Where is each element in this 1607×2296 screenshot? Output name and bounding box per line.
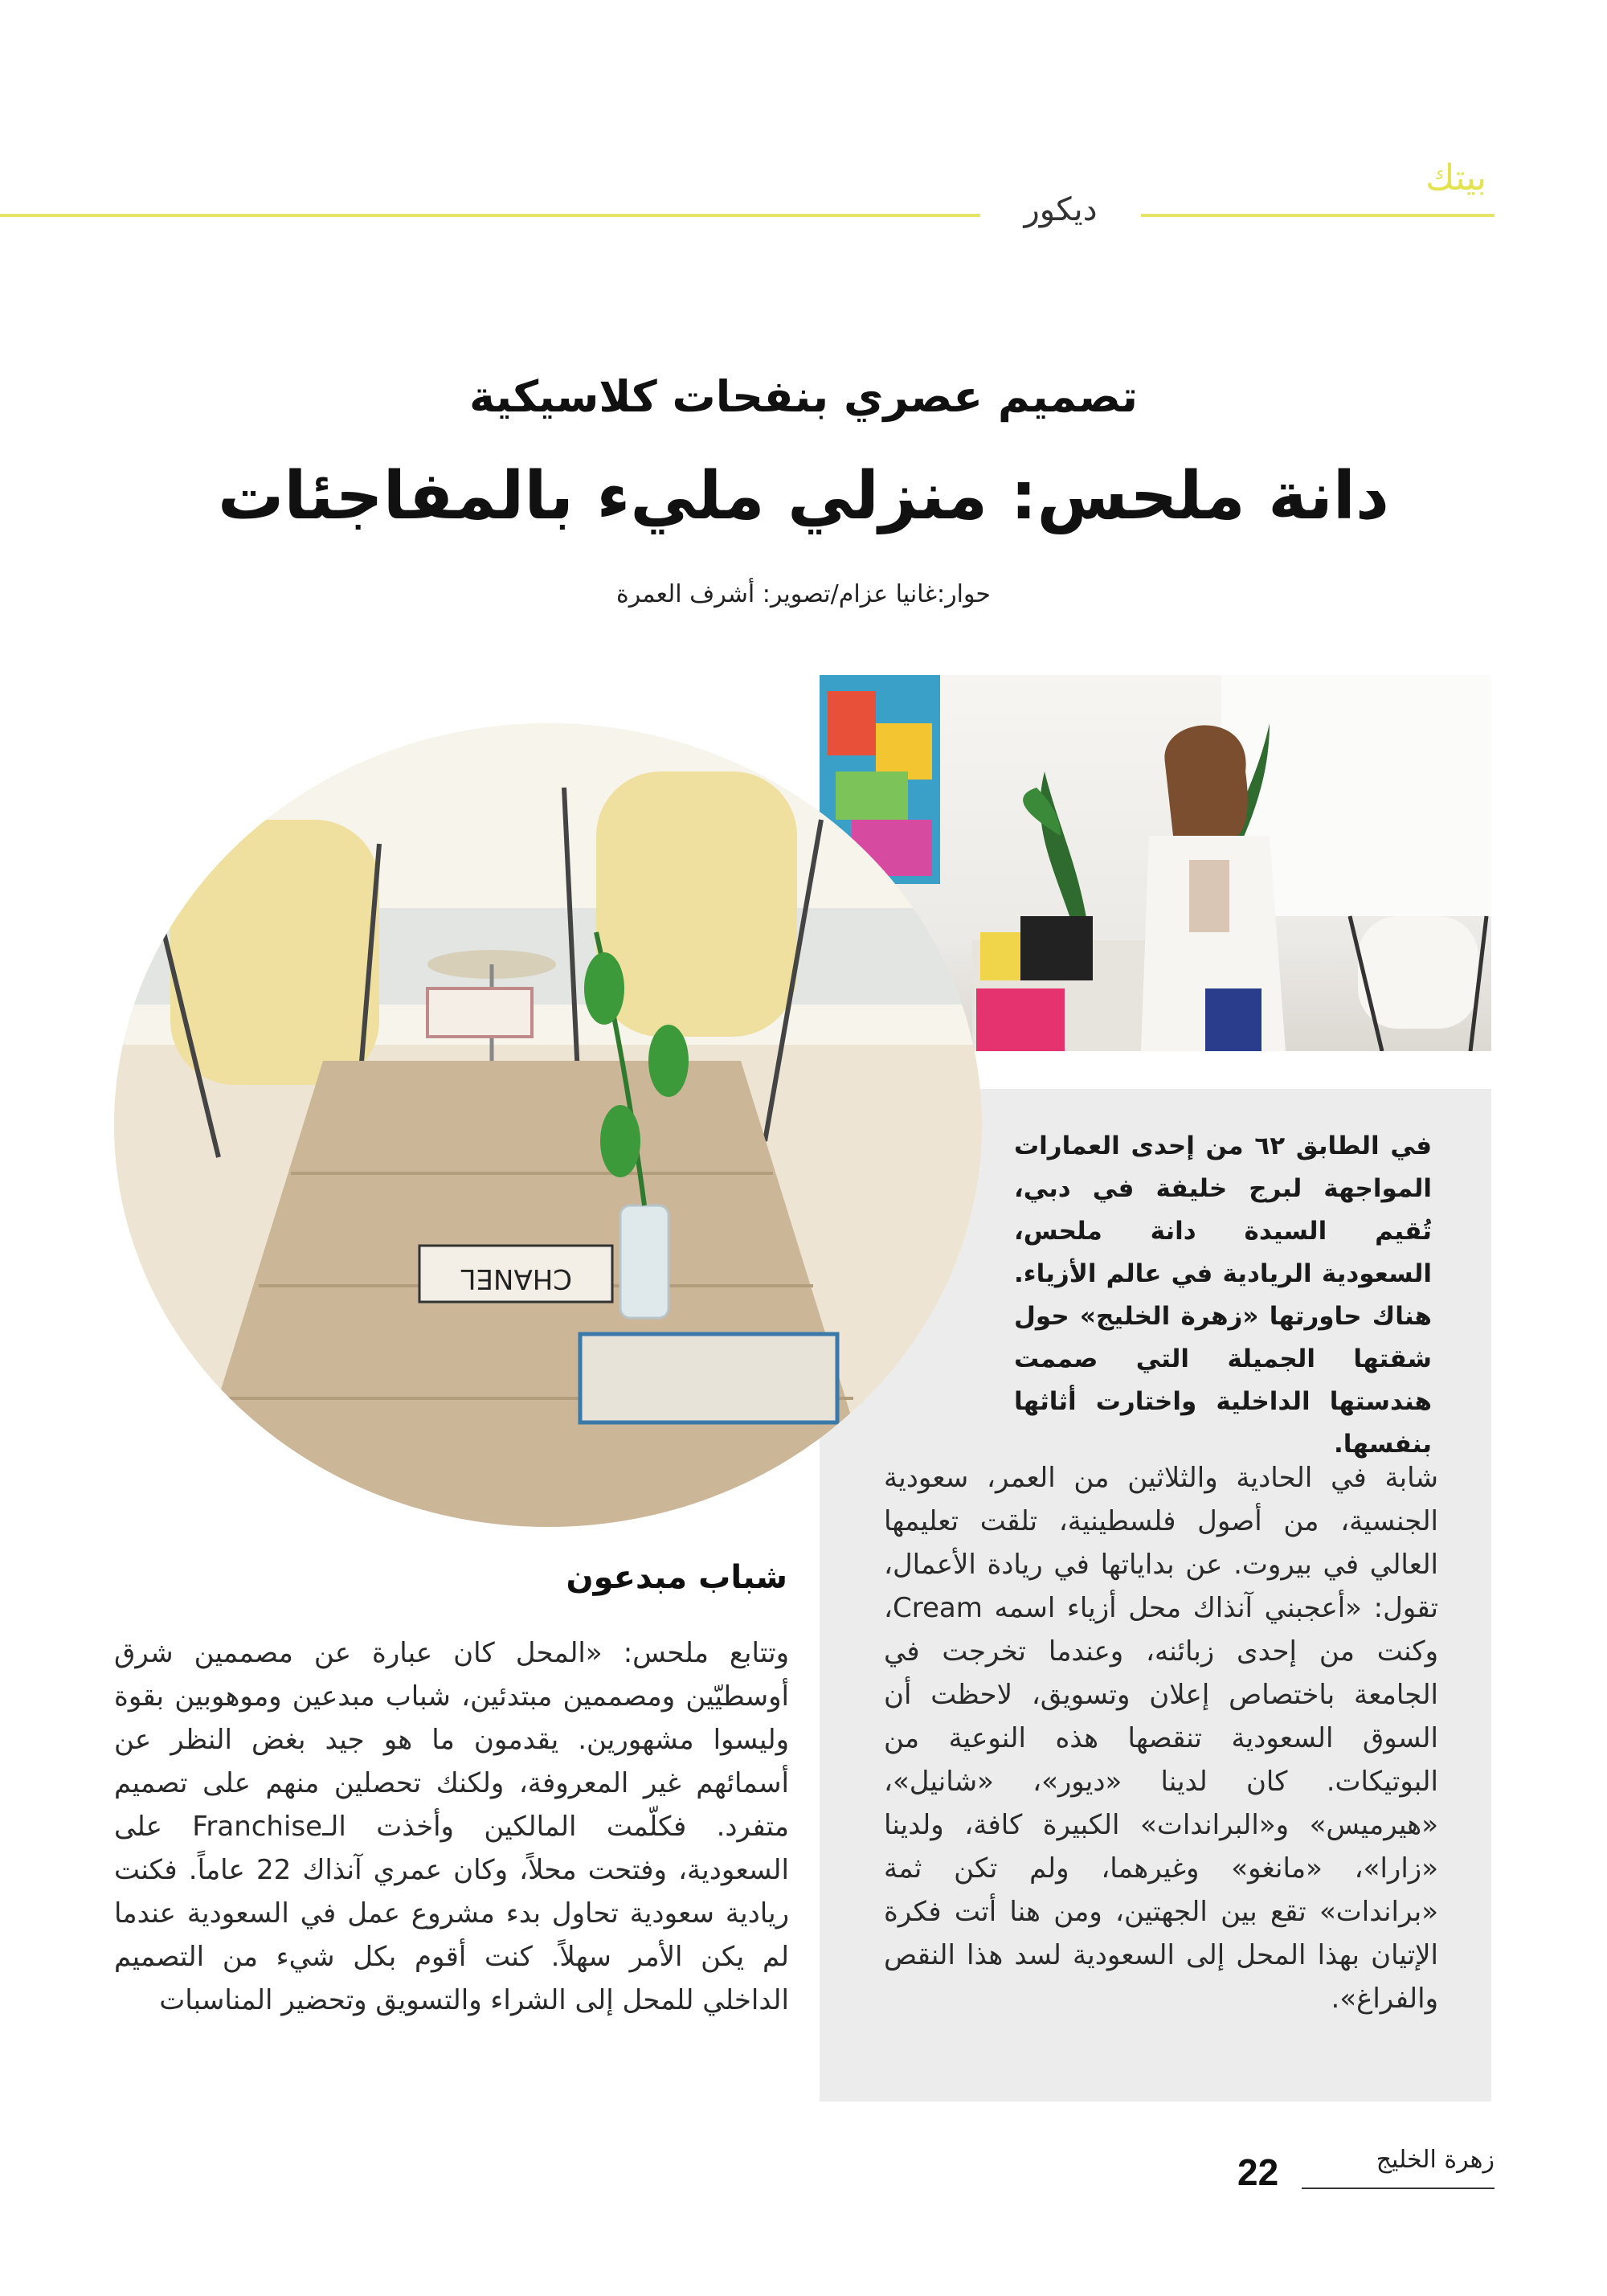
body-column-left: وتتابع ملحس: «المحل كان عبارة عن مصممين شرق أوسطيّين ومصممين مبتدئين، شباب مبدعين وموهوبين بقوة وليسوا مشهورين. يقدمون ما هو جيد بغض النظر عن أسمائهم غير المعروفة، ولكنك تحصلين منهم على تصميم متفرد. فكلّمت المالكين وأخذت الـFranchise على السعودية، وفتحت محلاً، وكان عمري آنذاك 22 عاماً. فكنت ريادية سعودية تحاول بدء مشروع عمل في السعودية عندما لم يكن الأمر سهلاً. كنت أقوم بكل شيء من التصميم الداخلي للمحل إلى الشراء والتسويق وتحضير المناسبات bbox=[114, 1637, 789, 2016]
magazine-name: زهرة الخليج bbox=[1376, 2146, 1495, 2174]
header-rule-right bbox=[1141, 214, 1495, 217]
article-intro: في الطابق ٦٢ من إحدى العمارات المواجهة لبرج خليفة في دبي، تُقيم السيدة دانة ملحس، السعودية الريادية في عالم الأزياء. هناك حاورتها «زهرة الخليج» حول شقتها الجميلة التي صممت هندستها الداخلية واختارت أثاثها بنفسها. bbox=[1014, 1132, 1432, 1459]
article-subtitle: تصميم عصري بنفحات كلاسيكية bbox=[468, 371, 1139, 422]
body-column-right: شابة في الحادية والثلاثين من العمر، سعودية الجنسية، من أصول فلسطينية، تلقت تعليمها العالي في بيروت. عن بداياتها في ريادة الأعمال، تقول: «أعجبني آنذاك محل أزياء اسمه Cream، وكنت من إحدى زبائنه، وعندما تخرجت في الجامعة باختصاص إعلان وتسويق، لاحظت أن السوق السعودية تنقصها هذه النوعية من البوتيكات. كان لدينا «ديور»، «شانيل»، «هيرميس» و«البراندات» الكبيرة كافة، ولدينا «زارا»، «مانغو» وغيرهما، ولم تكن ثمة «براندات» تقع بين الجهتين، ومن هنا أتت فكرة الإتيان بهذا المحل إلى السعودية لسد هذا النقص والفراغ». bbox=[884, 1462, 1438, 2015]
section-tag: بيتك bbox=[1425, 158, 1486, 198]
living-room-photo bbox=[114, 723, 982, 1527]
article-credits: حوار:غانيا عزام/تصوير: أشرف العمرة bbox=[616, 580, 991, 608]
section-subheading: شباب مبدعون bbox=[566, 1559, 787, 1596]
category-label: ديكور bbox=[1024, 191, 1098, 228]
header-rule-left bbox=[0, 214, 980, 217]
footer-rule bbox=[1302, 2188, 1495, 2189]
page-number: 22 bbox=[1237, 2151, 1279, 2193]
book-label: CHANEL bbox=[460, 1263, 572, 1295]
article-title: دانة ملحس: منزلي مليء بالمفاجئات bbox=[218, 458, 1389, 534]
